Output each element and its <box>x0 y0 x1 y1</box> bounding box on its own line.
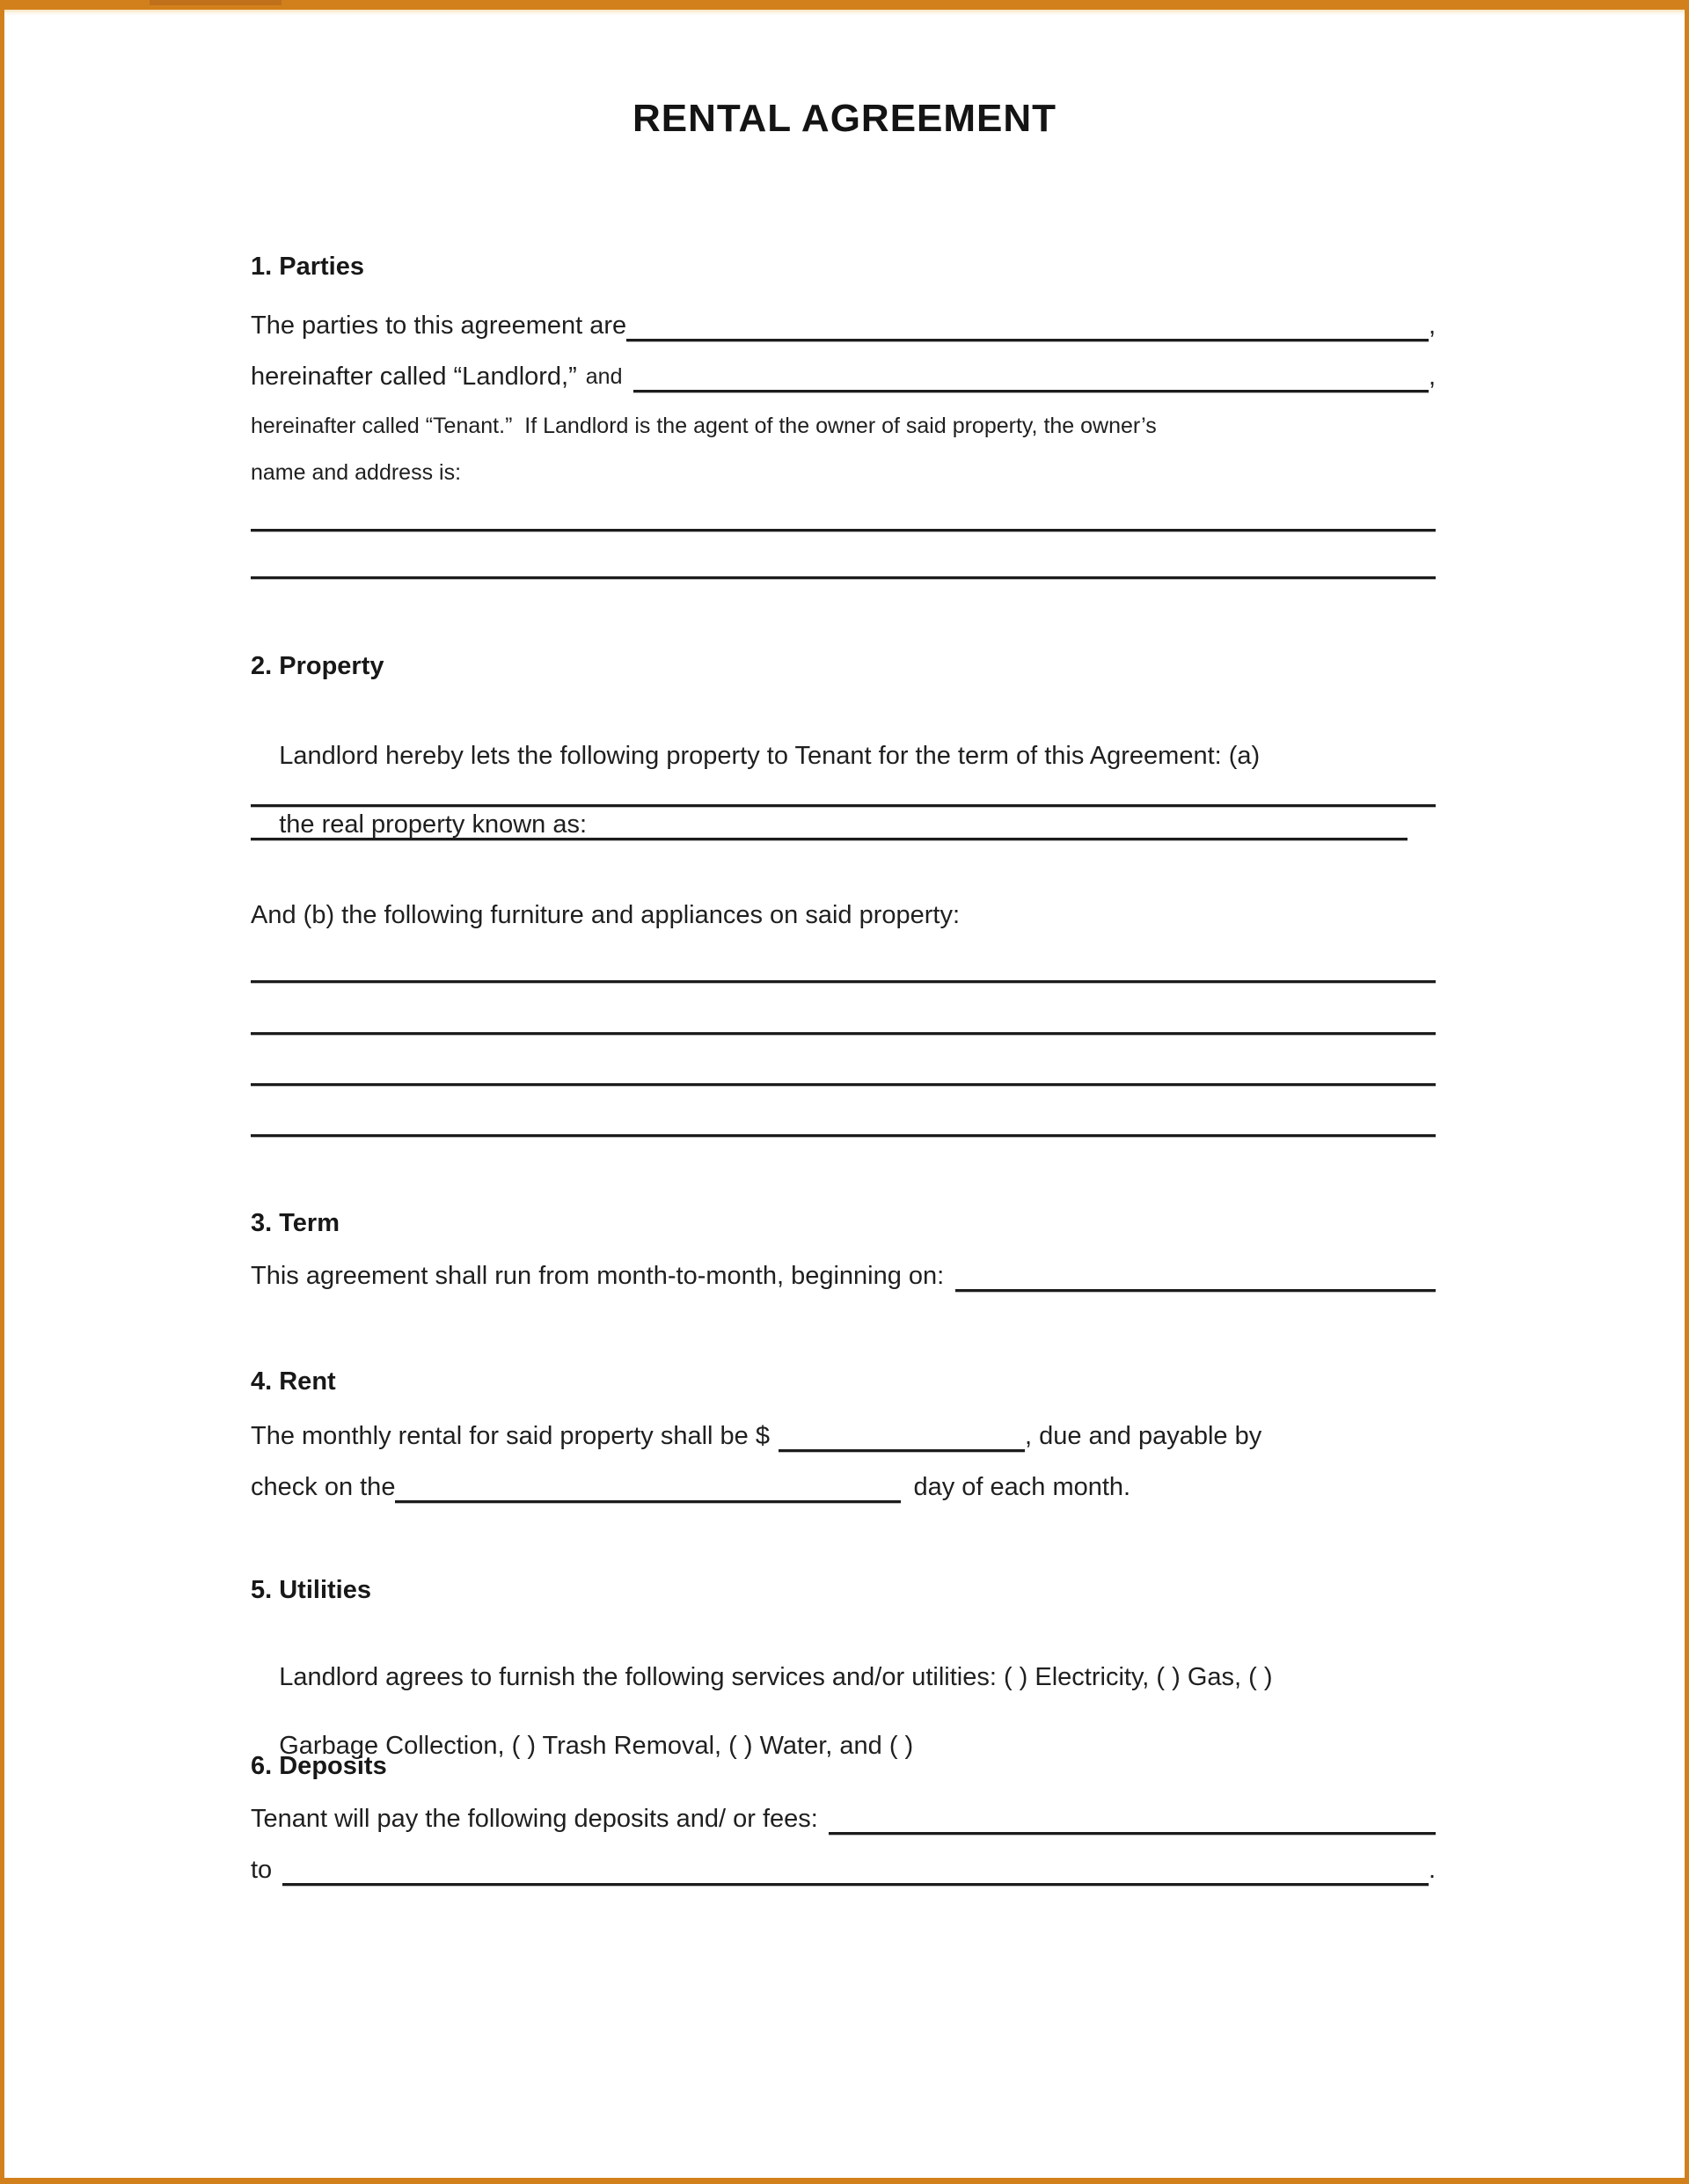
fill-in-line <box>251 1083 1436 1086</box>
rent-line-1-after: , due and payable by <box>1024 1422 1262 1450</box>
fill-in-line <box>282 1858 1429 1886</box>
deposits-line-2-period: . <box>1428 1856 1436 1884</box>
fill-in-line <box>251 980 1436 983</box>
utilities-paragraph-line-1: Landlord agrees to furnish the following services and/or utilities: ( ) Electricity, ( ) Gas, ( ) <box>279 1663 1273 1691</box>
fill-in-line <box>829 1807 1436 1835</box>
parties-line-1-comma: , <box>1428 311 1436 340</box>
fill-in-line <box>251 576 1436 579</box>
parties-line-2-comma: , <box>1428 363 1436 391</box>
section-utilities-heading: 5. Utilities <box>251 1576 371 1604</box>
section-term-heading: 3. Term <box>251 1209 340 1237</box>
border-top-fade <box>0 10 1689 16</box>
deposits-line-1 <box>251 1803 1436 1835</box>
section-parties-heading: 1. Parties <box>251 253 364 281</box>
term-line-text: This agreement shall run from month-to-month, beginning on: <box>251 1262 945 1290</box>
rent-line-1 <box>251 1420 1436 1452</box>
rent-line-2 <box>251 1471 1436 1503</box>
fill-in-line <box>779 1424 1025 1452</box>
border-bottom <box>0 2178 1689 2184</box>
fill-in-line <box>251 1134 1436 1137</box>
parties-line-1 <box>251 310 1436 341</box>
fill-in-line <box>251 1032 1436 1035</box>
document-title: RENTAL AGREEMENT <box>632 97 1057 140</box>
fill-in-line <box>395 1475 901 1503</box>
fill-in-line <box>626 313 1429 341</box>
property-paragraph <box>251 705 1447 876</box>
deposits-line-1-before: Tenant will pay the following deposits and/ or fees: <box>251 1805 818 1833</box>
border-left <box>0 0 4 2184</box>
parties-line-1-text: The parties to this agreement are <box>251 311 627 340</box>
fill-in-line <box>251 804 1436 807</box>
border-top-shade <box>150 0 282 5</box>
term-line <box>251 1260 1436 1292</box>
fill-in-line <box>955 1264 1436 1292</box>
utilities-paragraph-line-2: Garbage Collection, ( ) Trash Removal, ( ) Water, and ( ) <box>279 1732 914 1760</box>
deposits-line-2 <box>251 1854 1436 1886</box>
property-furniture-intro: And (b) the following furniture and appliances on said property: <box>251 901 961 929</box>
section-property-heading: 2. Property <box>251 652 384 680</box>
fill-in-line <box>251 838 1408 840</box>
border-right <box>1685 0 1689 2184</box>
rent-line-2-before: check on the <box>251 1473 396 1501</box>
property-paragraph-line-1: Landlord hereby lets the following property to Tenant for the term of this Agreement: (a) <box>279 742 1261 770</box>
parties-line-4: name and address is: <box>251 460 462 485</box>
deposits-line-2-before: to <box>251 1856 273 1884</box>
parties-line-2-and: and <box>585 364 623 389</box>
parties-line-2 <box>251 361 1436 392</box>
property-paragraph-line-2: the real property known as: <box>279 810 588 839</box>
fill-in-line <box>633 364 1429 392</box>
fill-in-line <box>251 529 1436 531</box>
rent-line-2-after: day of each month. <box>913 1473 1131 1501</box>
section-rent-heading: 4. Rent <box>251 1367 336 1396</box>
parties-line-3: hereinafter called “Tenant.” If Landlord is the agent of the owner of said property, the owner’s <box>251 414 1157 438</box>
section-deposits-heading: 6. Deposits <box>251 1752 387 1780</box>
parties-line-2-text: hereinafter called “Landlord,” <box>251 363 577 391</box>
rent-line-1-before: The monthly rental for said property shall be $ <box>251 1422 770 1450</box>
